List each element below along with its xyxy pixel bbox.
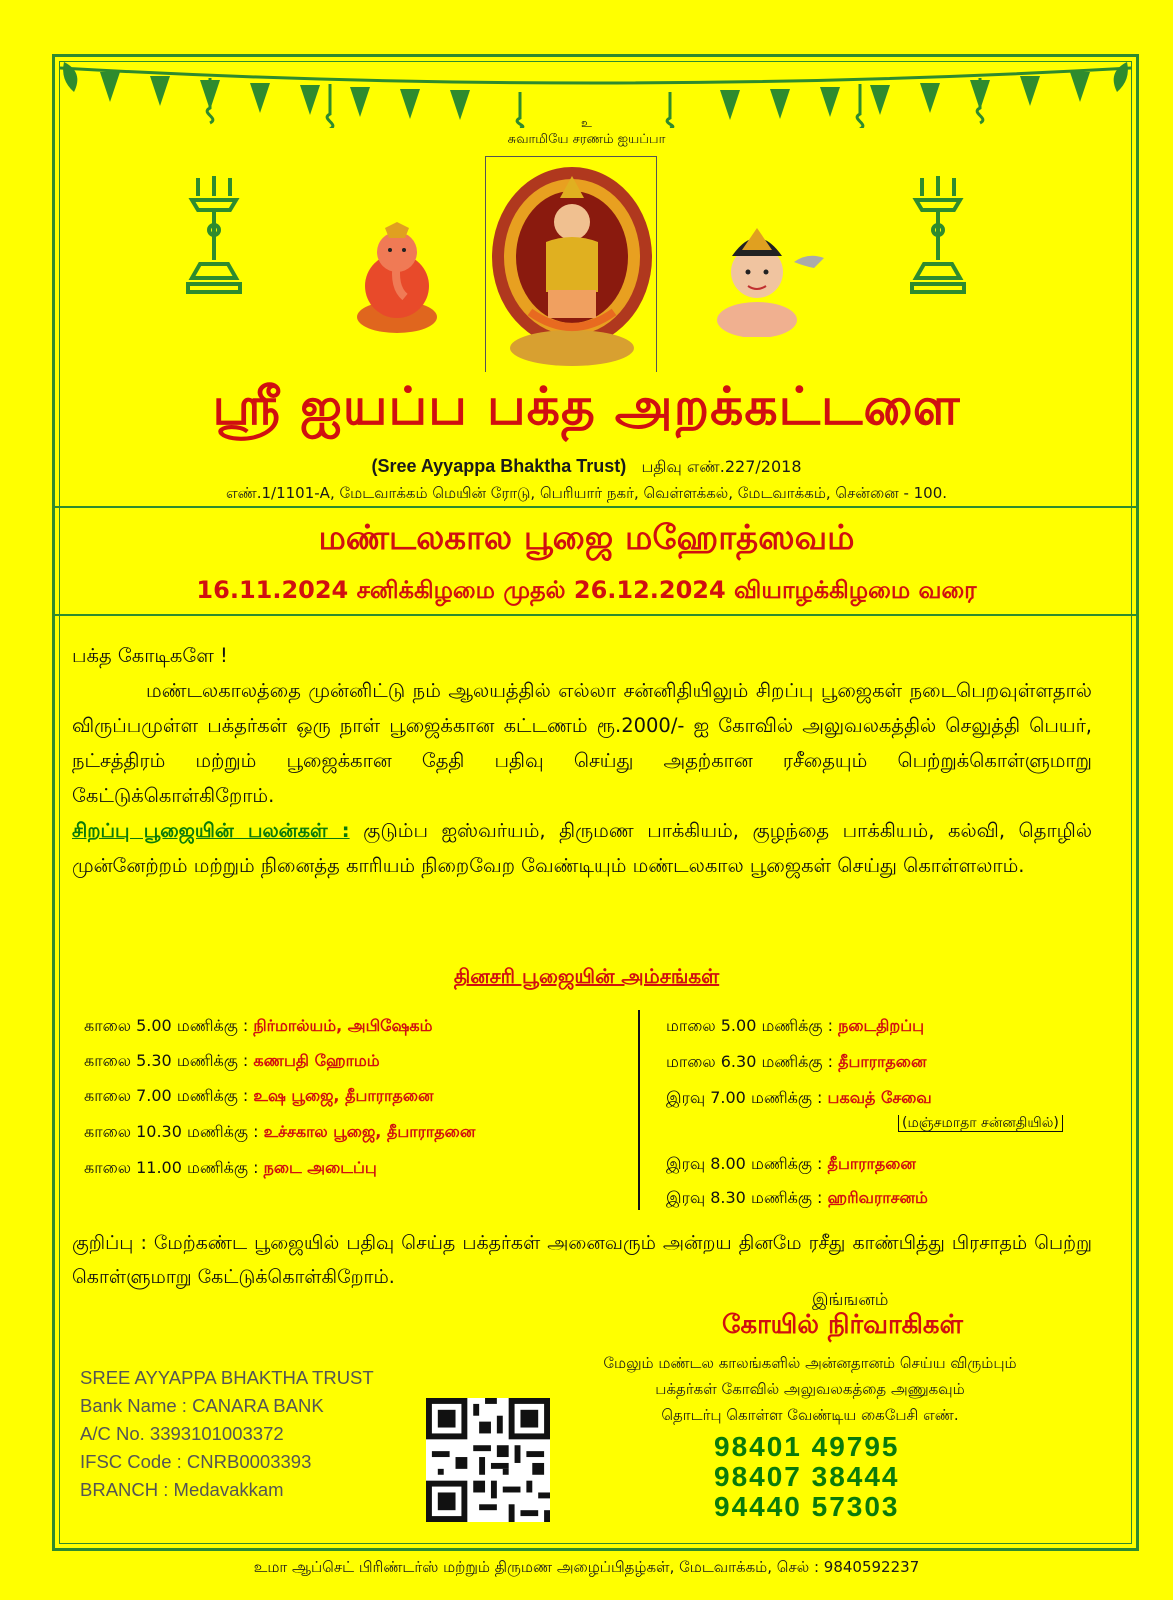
signature-prefix: இங்ஙனம்	[812, 1290, 889, 1310]
phone-number[interactable]: 98407 38444	[714, 1461, 900, 1492]
schedule-row: மாலை 5.00 மணிக்கு : நடைதிறப்பு	[666, 1016, 925, 1035]
paragraph-benefits	[72, 813, 1092, 883]
salutation: பக்த கோடிகளே !	[72, 644, 228, 667]
schedule-row: இரவு 7.00 மணிக்கு : பகவத் சேவை	[666, 1088, 932, 1107]
divider	[55, 614, 1136, 616]
ganesha-image	[352, 222, 442, 337]
temple-administrators: கோயில் நிர்வாகிகள்	[722, 1310, 963, 1340]
trust-name-english: (Sree Ayyappa Bhaktha Trust)	[371, 456, 627, 476]
schedule-row: இரவு 8.30 மணிக்கு : ஹரிவராசனம்	[666, 1188, 928, 1207]
schedule-note: (மஞ்சமாதா சன்னதியில்)	[898, 1112, 1063, 1133]
annadhanam-line-2: பக்தர்கள் கோவில் அலுவலகத்தை அணுகவும்	[655, 1380, 965, 1398]
printer-footer: உமா ஆப்செட் பிரிண்டர்ஸ் மற்றும் திருமண அழைப்பிதழ்கள், மேடவாக்கம், செல் : 9840592237	[253, 1558, 920, 1576]
invitation-body	[72, 638, 1092, 883]
note-paragraph: குறிப்பு : மேற்கண்ட பூஜையில் பதிவு செய்த பக்தர்கள் அனைவரும் அன்றய தினமே ரசீது காண்பித்து பிரசாதம் பெற்று கொள்ளுமாறு கேட்டுக்கொள்கிறோம்.	[72, 1232, 1092, 1288]
benefits-heading: சிறப்பு பூஜையின் பலன்கள் :	[72, 819, 350, 842]
trust-name-tamil: ஸ்ரீ ஐயப்ப பக்த அறக்கட்டளை	[212, 376, 961, 437]
divider	[55, 506, 1136, 508]
schedule-heading: தினசரி பூஜையின் அம்சங்கள்	[453, 964, 720, 988]
bank-ifsc: IFSC Code : CNRB0003393	[80, 1451, 312, 1472]
trust-address: எண்.1/1101-A, மேடவாக்கம் மெயின் ரோடு, பெரியார் நகர், வெள்ளக்கல், மேடவாக்கம், சென்னை - 100.	[225, 484, 948, 502]
bank-name: Bank Name : CANARA BANK	[80, 1395, 324, 1416]
top-symbol: உ	[581, 116, 592, 130]
lamp-icon	[908, 172, 968, 298]
contact-phones	[714, 1432, 900, 1522]
phone-number[interactable]: 98401 49795	[714, 1431, 900, 1462]
murugan-image	[712, 222, 832, 337]
benefits-text: குடும்ப ஐஸ்வர்யம், திருமண பாக்கியம், குழந்தை பாக்கியம், கல்வி, தொழில் முன்னேற்றம் மற்றும் நினைத்த காரியம் நிறைவேற வேண்டியும் மண்டலகால பூஜைகள் செய்து கொள்ளலாம்.	[72, 819, 1093, 877]
annadhanam-line-1: மேலும் மண்டல காலங்களில் அன்னதானம் செய்ய விரும்பும்	[603, 1354, 1017, 1372]
festival-dates: 16.11.2024 சனிக்கிழமை முதல் 26.12.2024 வியாழக்கிழமை வரை	[196, 576, 977, 604]
paragraph-1-text: மண்டலகாலத்தை முன்னிட்டு நம் ஆலயத்தில் எல்லா சன்னிதியிலும் சிறப்பு பூஜைகள் நடைபெறவுள்ளதால் விருப்பமுள்ள பக்தர்கள் ஒரு நாள் பூஜைக்கான கட்டணம் ரூ.2000/- ஐ கோவில் அலுவலகத்தில் செலுத்தி பெயர், நட்சத்திரம் மற்றும் பூஜைக்கான தேதி பதிவு செய்து அதற்கான ரசீதையும் பெற்றுக்கொள்ளுமாறு கேட்டுக்கொள்கிறோம்.	[72, 679, 1092, 807]
schedule-row: மாலை 6.30 மணிக்கு : தீபாராதனை	[666, 1052, 927, 1071]
annadhanam-info	[580, 1350, 1040, 1428]
invocation: சுவாமியே சரணம் ஐயப்பா	[507, 132, 666, 147]
schedule-row: காலை 10.30 மணிக்கு : உச்சகால பூஜை, தீபாராதனை	[84, 1122, 476, 1141]
bank-branch: BRANCH : Medavakkam	[80, 1479, 284, 1500]
bank-account-number: A/C No. 3393101003372	[80, 1423, 284, 1444]
phone-number[interactable]: 94440 57303	[714, 1491, 900, 1522]
registration-number: பதிவு எண்.227/2018	[641, 457, 802, 476]
schedule-divider	[638, 1010, 640, 1210]
schedule-row: காலை 5.00 மணிக்கு : நிர்மால்யம், அபிஷேகம்	[84, 1016, 433, 1035]
bank-account-name: SREE AYYAPPA BHAKTHA TRUST	[80, 1367, 374, 1388]
annadhanam-line-3: தொடர்பு கொள்ள வேண்டிய கைபேசி எண்.	[661, 1406, 959, 1424]
festival-title: மண்டலகால பூஜை மஹோத்ஸவம்	[318, 518, 855, 558]
schedule-row: காலை 7.00 மணிக்கு : உஷ பூஜை, தீபாராதனை	[84, 1086, 434, 1105]
schedule-row: காலை 5.30 மணிக்கு : கணபதி ஹோமம்	[84, 1051, 380, 1070]
bank-details	[80, 1364, 374, 1504]
ayyappa-image	[490, 162, 655, 368]
schedule-row: இரவு 8.00 மணிக்கு : தீபாராதனை	[666, 1154, 916, 1173]
paragraph-1	[72, 673, 1092, 813]
lamp-icon	[184, 172, 244, 298]
trust-subtitle	[0, 456, 1173, 478]
schedule-row: காலை 11.00 மணிக்கு : நடை அடைப்பு	[84, 1158, 377, 1177]
qr-code[interactable]	[426, 1398, 550, 1522]
